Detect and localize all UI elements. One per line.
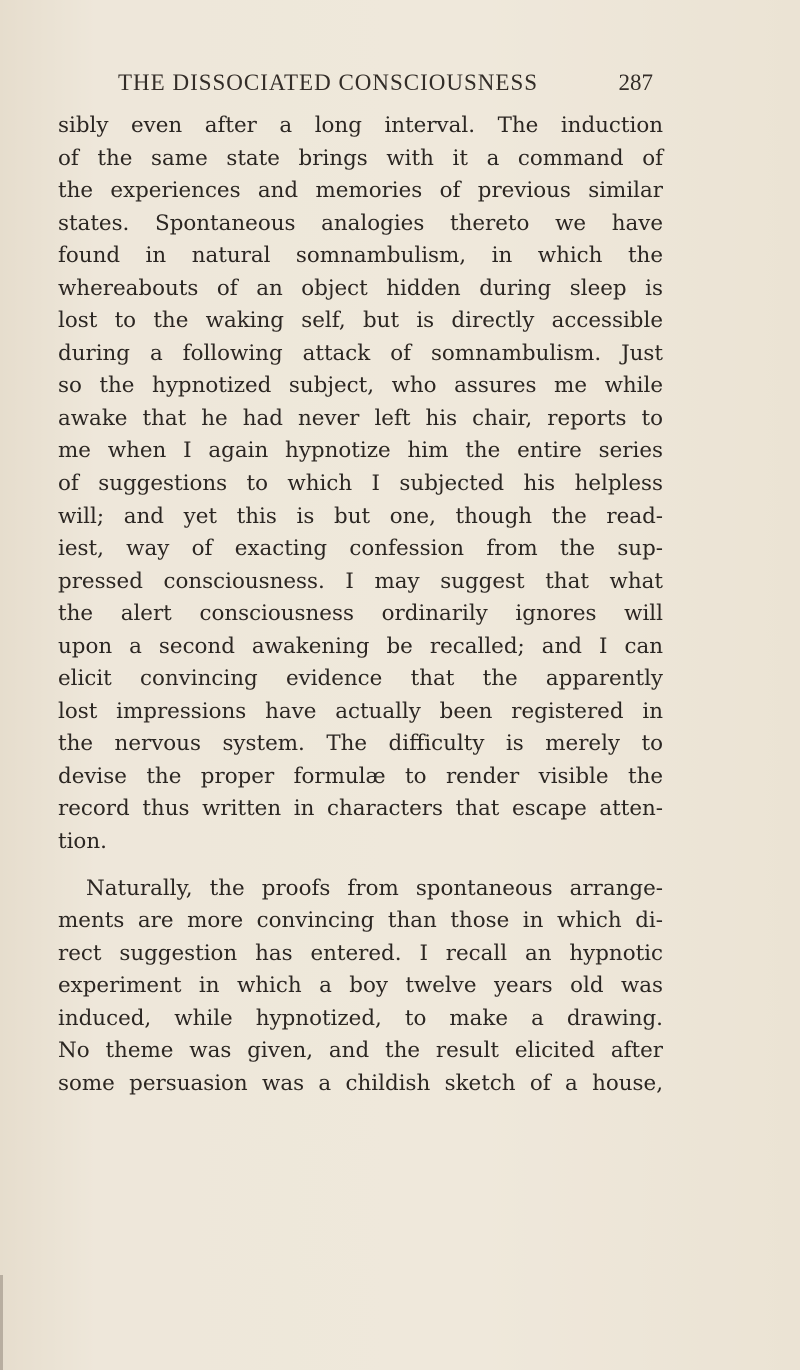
text-line: awake that he had never left his chair, reports to: [58, 405, 663, 431]
paragraph-1: [58, 110, 663, 859]
text-line: induced, while hypnotized, to make a drawing.: [58, 1005, 663, 1031]
text-line: record thus written in characters that escape atten-: [58, 796, 663, 822]
text-line: tion.: [58, 829, 107, 855]
page-edge-shadow: [0, 1275, 3, 1370]
page-number: 287: [618, 70, 653, 95]
text-line: so the hypnotized subject, who assures me while: [58, 373, 663, 399]
text-line: devise the proper formulæ to render visible the: [58, 763, 663, 789]
text-line: some persuasion was a childish sketch of a house,: [58, 1070, 663, 1096]
text-line: No theme was given, and the result elicited after: [58, 1038, 663, 1064]
text-line: experiment in which a boy twelve years old was: [58, 973, 663, 999]
text-line: whereabouts of an object hidden during sleep is: [58, 275, 663, 301]
text-line: upon a second awakening be recalled; and I can: [58, 633, 663, 659]
text-line: lost impressions have actually been registered in: [58, 698, 663, 724]
text-line: the nervous system. The difficulty is merely to: [58, 731, 663, 757]
text-line: during a following attack of somnambulism. Just: [58, 340, 663, 366]
text-line: pressed consciousness. I may suggest that what: [58, 568, 663, 594]
running-head: [118, 70, 653, 104]
paragraph-2: [58, 873, 663, 1101]
text-line: the alert consciousness ordinarily ignores will: [58, 601, 663, 627]
text-line: me when I again hypnotize him the entire series: [58, 438, 663, 464]
text-line: ments are more convincing than those in which di-: [58, 908, 663, 934]
text-line: elicit convincing evidence that the apparently: [58, 666, 663, 692]
text-line: lost to the waking self, but is directly accessible: [58, 308, 663, 334]
text-line: iest, way of exacting confession from the sup-: [58, 536, 663, 562]
text-line: rect suggestion has entered. I recall an hypnotic: [58, 940, 663, 966]
text-line: of suggestions to which I subjected his helpless: [58, 471, 663, 497]
text-line: will; and yet this is but one, though the read-: [58, 503, 663, 529]
text-line: sibly even after a long interval. The induction: [58, 113, 663, 138]
text-line: of the same state brings with it a command of: [58, 145, 663, 171]
text-line: found in natural somnambulism, in which the: [58, 243, 663, 269]
text-line: Naturally, the proofs from spontaneous arrange-: [86, 875, 663, 901]
running-title: THE DISSOCIATED CONSCIOUSNESS: [118, 70, 539, 95]
text-line: the experiences and memories of previous similar: [58, 178, 663, 204]
body-text: [58, 110, 663, 1100]
text-line: states. Spontaneous analogies thereto we have: [58, 210, 663, 236]
